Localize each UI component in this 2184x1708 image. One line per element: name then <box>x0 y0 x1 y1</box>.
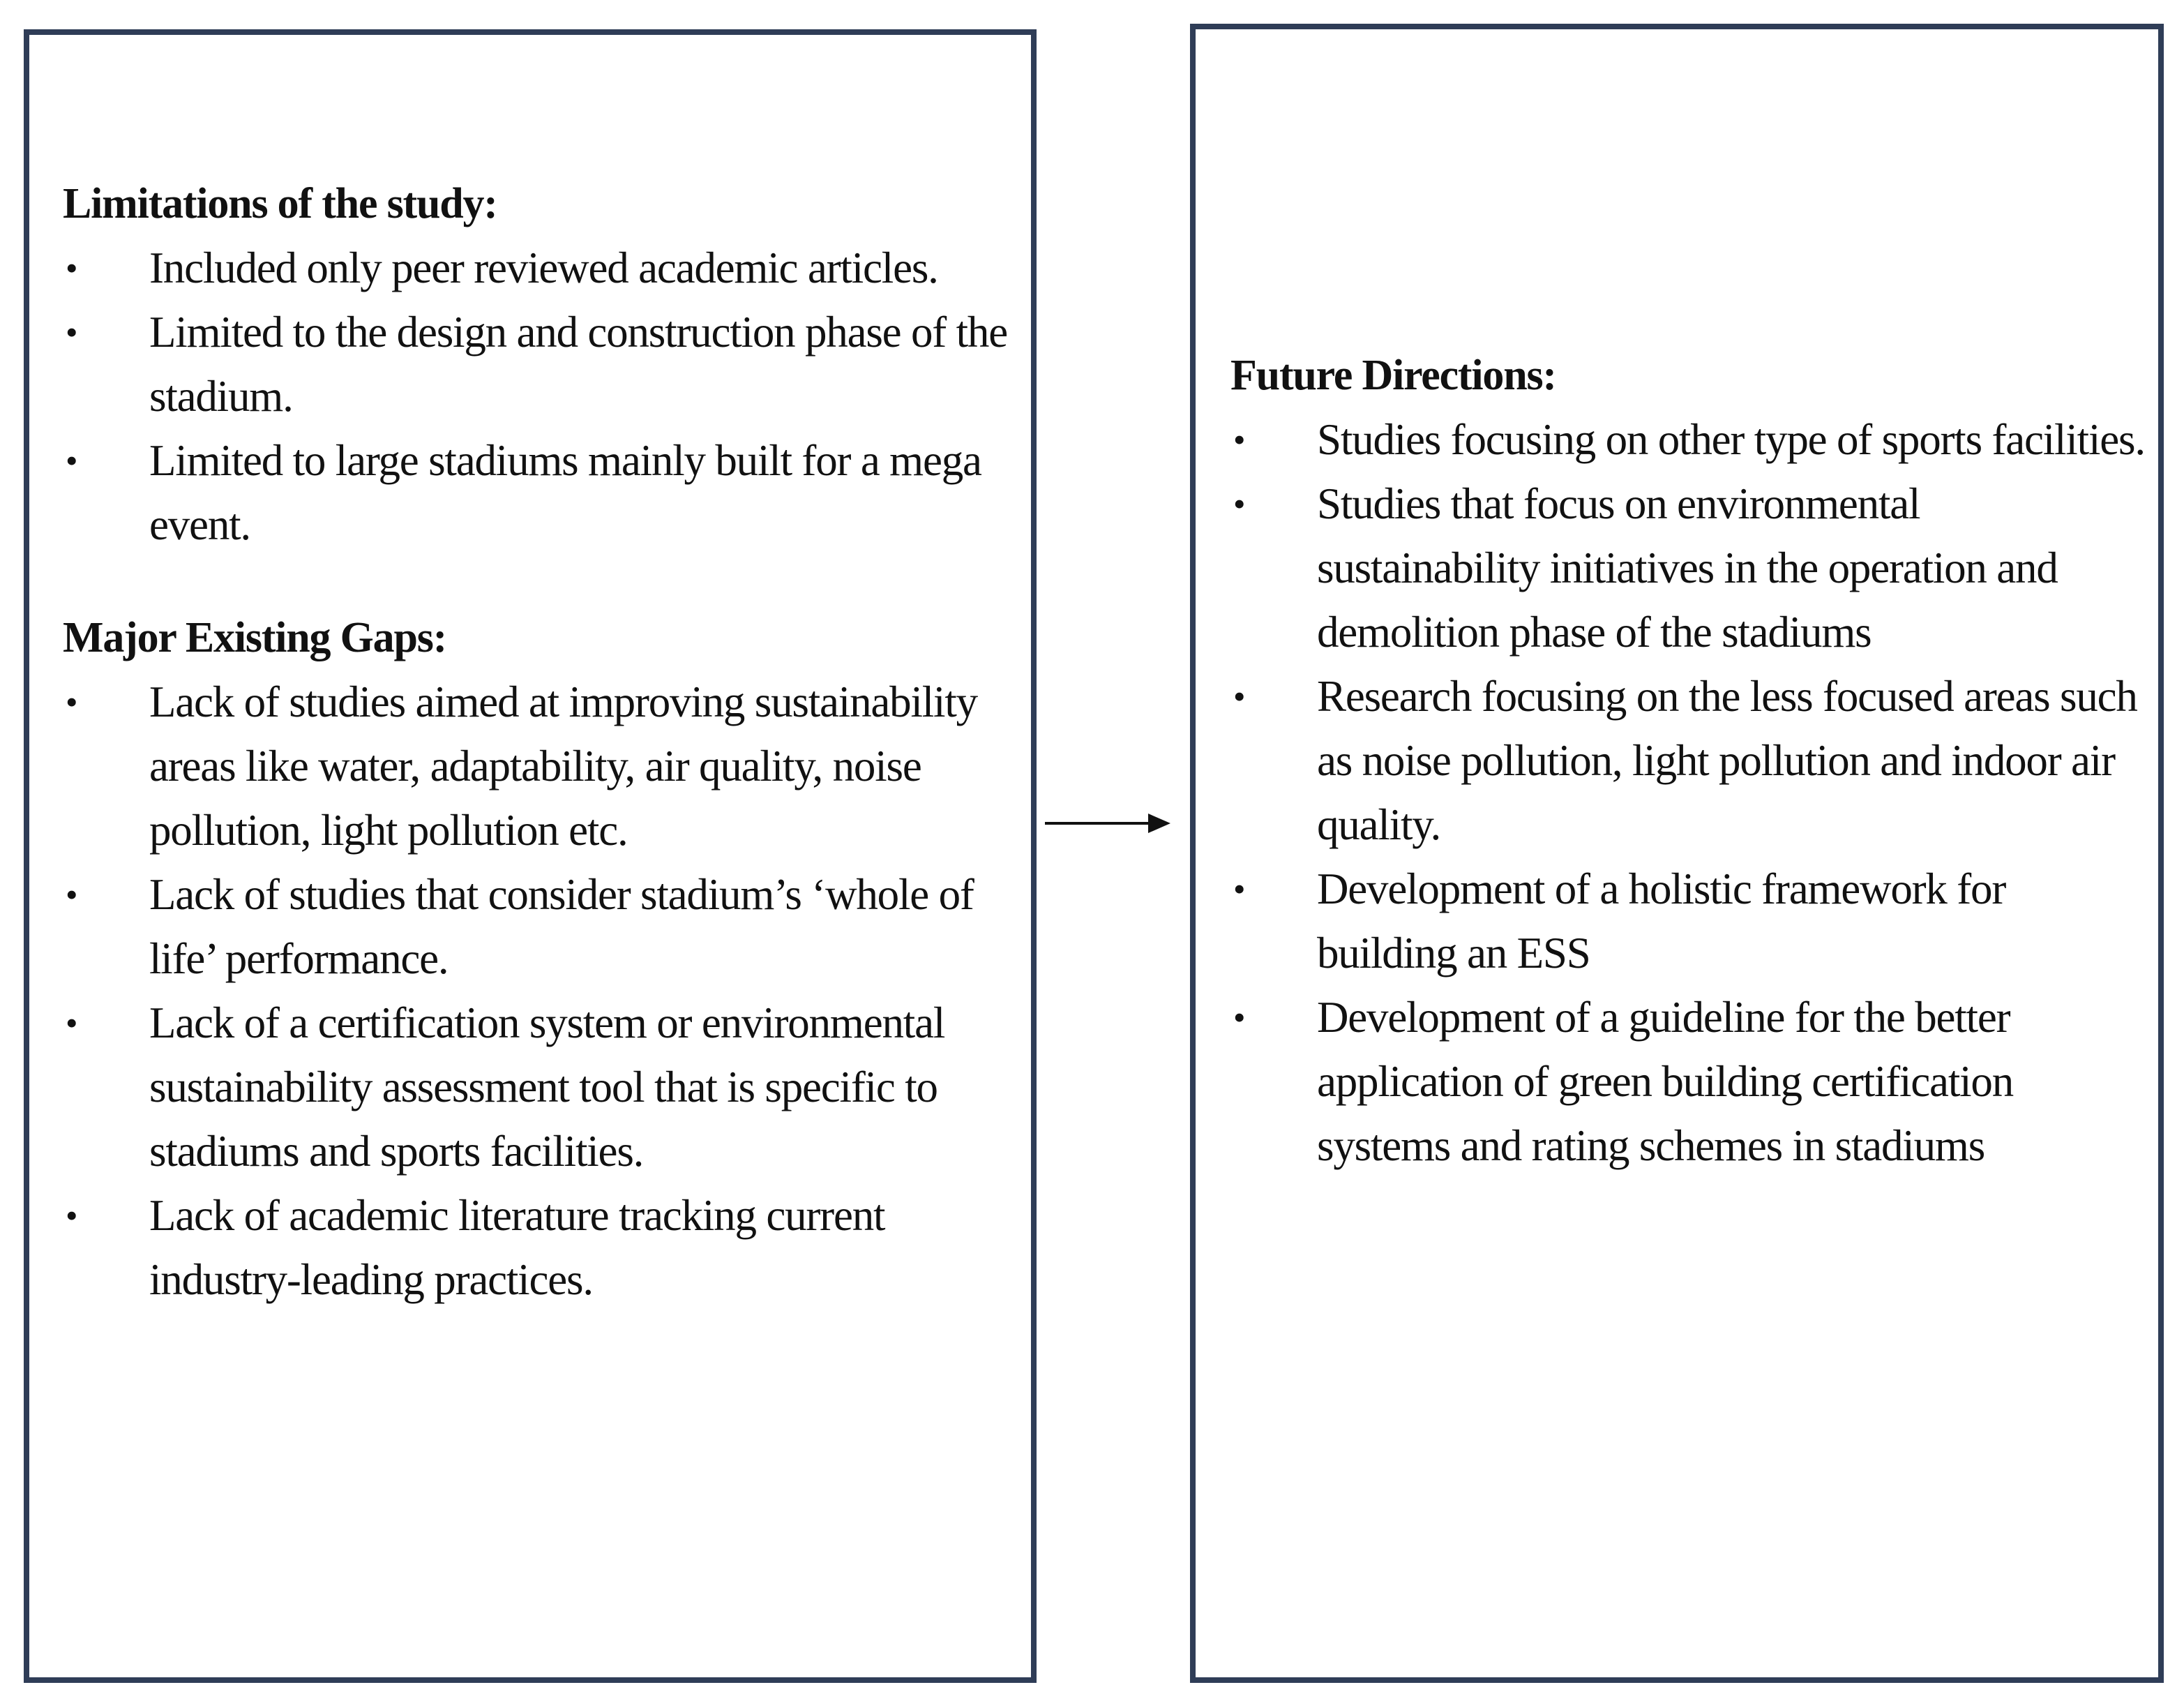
list-item-text: Lack of studies aimed at improving sustainability areas like water, adaptability, air quality, noise pollution, light pollution etc. <box>149 677 977 855</box>
list-item-text: Included only peer reviewed academic articles. <box>149 244 938 292</box>
bullet-icon: • <box>66 313 77 352</box>
list-item-text: Limited to large stadiums mainly built for a mega event. <box>149 436 981 549</box>
gaps-heading: Major Existing Gaps: <box>63 614 447 661</box>
bullet-icon: • <box>66 1196 77 1235</box>
bullet-icon: • <box>1233 420 1245 459</box>
limitations-and-gaps-box <box>24 29 1037 1683</box>
list-item <box>1230 407 2151 472</box>
bullet-icon: • <box>1233 677 1245 716</box>
list-item-text: Research focusing on the less focused areas such as noise pollution, light pollution and indoor air quality. <box>1317 672 2137 849</box>
bullet-icon: • <box>66 875 77 914</box>
limitations-heading: Limitations of the study: <box>63 180 497 227</box>
list-item-text: Lack of studies that consider stadium’s ‘whole of life’ performance. <box>149 870 974 983</box>
bullet-icon: • <box>66 248 77 287</box>
gaps-list <box>63 670 1011 1312</box>
list-item <box>1230 472 2151 664</box>
future-directions-box <box>1190 24 2164 1683</box>
list-item <box>63 670 1011 862</box>
list-item-text: Development of a guideline for the better application of green building certification systems and rating schemes in stadiums <box>1317 993 2014 1170</box>
bullet-icon: • <box>66 1003 77 1042</box>
list-item <box>1230 857 2151 985</box>
bullet-icon: • <box>1233 869 1245 908</box>
list-item <box>63 300 1011 428</box>
bullet-icon: • <box>66 682 77 721</box>
bullet-icon: • <box>1233 998 1245 1037</box>
list-item <box>63 236 1011 300</box>
bullet-icon: • <box>66 441 77 480</box>
list-item-text: Limited to the design and construction phase of the stadium. <box>149 308 1007 421</box>
list-item <box>1230 664 2151 857</box>
list-item <box>1230 985 2151 1178</box>
list-item-text: Lack of academic literature tracking current industry-leading practices. <box>149 1191 885 1304</box>
future-directions-list <box>1230 407 2151 1178</box>
list-item <box>63 428 1011 557</box>
list-item-text: Studies focusing on other type of sports facilities. <box>1317 415 2145 464</box>
list-item-text: Development of a holistic framework for building an ESS <box>1317 864 2006 977</box>
list-item <box>63 991 1011 1183</box>
future-directions-heading: Future Directions: <box>1230 352 1556 399</box>
list-item <box>63 1183 1011 1312</box>
list-item-text: Studies that focus on environmental sustainability initiatives in the operation and demolition phase of the stadiums <box>1317 479 2058 657</box>
arrow-right-icon <box>1044 809 1176 837</box>
list-item <box>63 862 1011 991</box>
bullet-icon: • <box>1233 484 1245 523</box>
limitations-list <box>63 236 1011 557</box>
list-item-text: Lack of a certification system or environmental sustainability assessment tool that is specific to stadiums and sports facilities. <box>149 998 945 1176</box>
